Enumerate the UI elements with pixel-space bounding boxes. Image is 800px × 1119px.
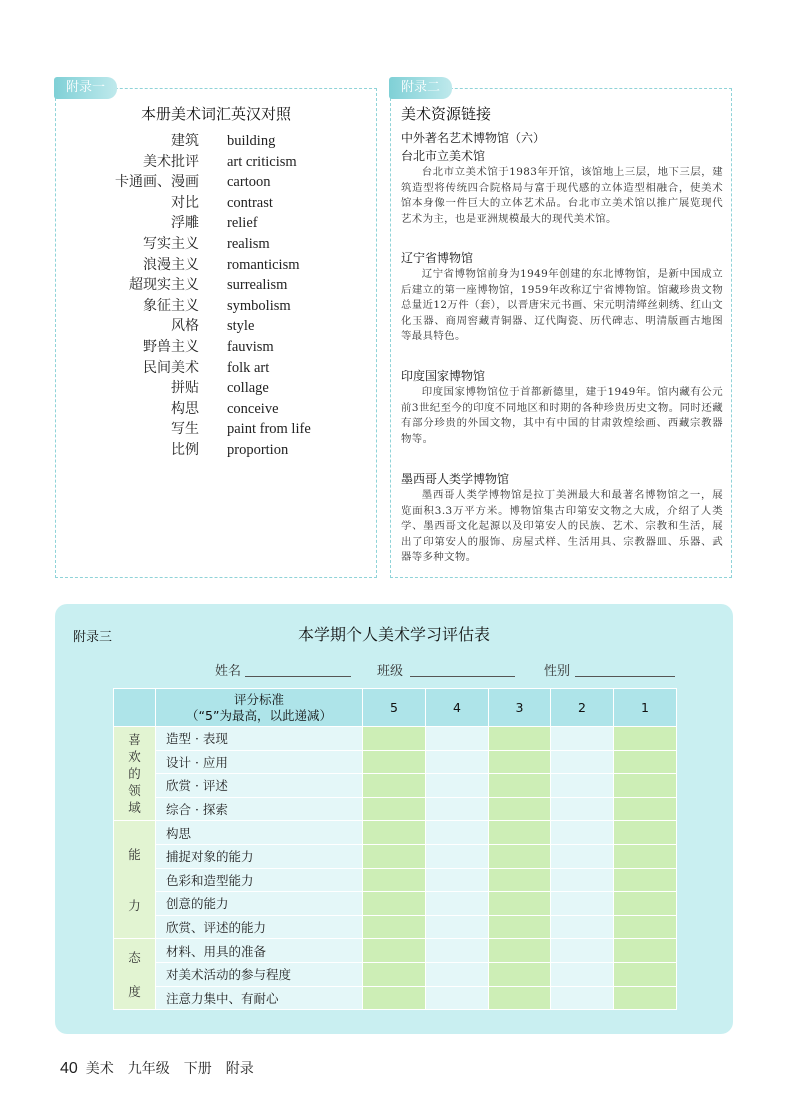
vocab-chinese: 建筑 <box>171 133 199 149</box>
vocab-row <box>56 152 376 173</box>
table-row <box>114 892 677 916</box>
appendix1-tab: 附录一 <box>54 77 117 99</box>
museum-liaoning <box>401 249 723 345</box>
table-row <box>114 727 677 751</box>
vocab-english: cartoon <box>227 174 271 191</box>
score-cell[interactable] <box>489 962 551 986</box>
table-row <box>114 750 677 774</box>
vocab-english: symbolism <box>227 297 291 314</box>
score-cell[interactable] <box>489 727 551 751</box>
vocab-row <box>56 172 376 193</box>
table-row <box>114 821 677 845</box>
criterion-item: 材料、用具的准备 <box>156 939 363 963</box>
vocab-chinese: 写实主义 <box>143 235 199 252</box>
vocab-english: building <box>227 133 276 149</box>
name-field[interactable] <box>245 676 351 677</box>
score-cell[interactable] <box>363 868 426 892</box>
score-cell[interactable] <box>363 844 426 868</box>
criterion-item: 色彩和造型能力 <box>156 868 363 892</box>
score-header: 2 <box>551 689 614 727</box>
score-header: 4 <box>426 689 489 727</box>
criterion-item: 欣赏 · 评述 <box>156 774 363 798</box>
vocab-english: collage <box>227 380 269 397</box>
score-cell[interactable] <box>426 892 489 916</box>
score-cell[interactable] <box>489 986 551 1010</box>
vocab-english: fauvism <box>227 338 274 355</box>
vocab-english: realism <box>227 235 270 252</box>
score-cell[interactable] <box>489 750 551 774</box>
table-row <box>114 844 677 868</box>
vocab-english: art criticism <box>227 153 297 170</box>
vocab-row <box>56 419 376 440</box>
criterion-item: 综合 · 探索 <box>156 797 363 821</box>
table-row <box>114 797 677 821</box>
vocab-row <box>56 131 376 152</box>
vocab-english: folk art <box>227 359 270 376</box>
criterion-item: 对美术活动的参与程度 <box>156 962 363 986</box>
score-cell[interactable] <box>614 774 677 798</box>
page-footer <box>60 1058 254 1078</box>
vocab-row <box>56 213 376 234</box>
score-cell[interactable] <box>551 821 614 845</box>
vocab-row <box>56 275 376 296</box>
vocab-english: relief <box>227 215 258 232</box>
score-cell[interactable] <box>614 915 677 939</box>
vocab-chinese: 构思 <box>171 400 199 417</box>
criteria-header <box>156 689 363 727</box>
class-label: 班级 <box>377 664 404 679</box>
table-row <box>114 962 677 986</box>
score-cell[interactable] <box>363 727 426 751</box>
score-cell[interactable] <box>614 797 677 821</box>
score-cell[interactable] <box>489 939 551 963</box>
group-label: 能 力 <box>114 821 156 939</box>
score-cell[interactable] <box>489 915 551 939</box>
criterion-item: 注意力集中、有耐心 <box>156 986 363 1010</box>
score-cell[interactable] <box>363 797 426 821</box>
vocab-english: proportion <box>227 441 289 458</box>
vocab-row <box>56 440 376 461</box>
score-cell[interactable] <box>551 750 614 774</box>
score-cell[interactable] <box>363 892 426 916</box>
score-cell[interactable] <box>614 986 677 1010</box>
page-number: 40 <box>60 1060 78 1077</box>
vocab-chinese: 超现实主义 <box>129 277 199 294</box>
museum-name: 台北市立美术馆 <box>401 149 486 163</box>
score-cell[interactable] <box>551 797 614 821</box>
museum-name: 墨西哥人类学博物馆 <box>401 472 510 486</box>
score-cell[interactable] <box>426 750 489 774</box>
vocab-chinese: 风格 <box>171 318 199 335</box>
vocab-chinese: 比例 <box>171 441 199 458</box>
score-cell[interactable] <box>614 868 677 892</box>
criteria-line1: 评分标准 <box>233 691 284 707</box>
vocab-row <box>56 337 376 358</box>
criteria-line2: （“5”为最高，以此递减） <box>186 707 332 723</box>
appendix1-title: 本册美术词汇英汉对照 <box>140 105 291 123</box>
evaluation-title: 本学期个人美术学习评估表 <box>297 625 490 644</box>
vocab-english: style <box>227 318 255 335</box>
score-cell[interactable] <box>614 750 677 774</box>
vocab-row <box>56 316 376 337</box>
vocab-chinese: 浮雕 <box>171 215 199 232</box>
vocab-list <box>56 131 376 461</box>
museum-name: 辽宁省博物馆 <box>401 251 474 265</box>
table-row <box>114 986 677 1010</box>
criterion-item: 设计 · 应用 <box>156 750 363 774</box>
score-cell[interactable] <box>614 844 677 868</box>
score-cell[interactable] <box>614 727 677 751</box>
museum-india <box>401 367 723 447</box>
score-cell[interactable] <box>426 774 489 798</box>
score-cell[interactable] <box>363 986 426 1010</box>
gender-label: 性别 <box>544 664 571 679</box>
vocab-chinese: 象征主义 <box>143 297 199 314</box>
appendix2-subtitle: 中外著名艺术博物馆（六） <box>401 131 546 145</box>
score-cell[interactable] <box>551 962 614 986</box>
vocab-row <box>56 378 376 399</box>
table-row <box>114 915 677 939</box>
score-cell[interactable] <box>614 962 677 986</box>
museum-text: 辽宁省博物馆前身为1949年创建的东北博物馆，是新中国成立后建立的第一座博物馆，1959年改称辽宁省博物馆。馆藏珍贵文物总量近12万件（套），以晋唐宋元书画、宋元明清缂丝刺绣、红山文化玉器、商周窖藏青铜器、辽代陶瓷、历代碑志、明清版画古地图等最具特色。 <box>401 268 723 343</box>
score-cell[interactable] <box>551 727 614 751</box>
vocab-row <box>56 193 376 214</box>
score-header: 5 <box>363 689 426 727</box>
score-cell[interactable] <box>614 821 677 845</box>
score-cell[interactable] <box>426 986 489 1010</box>
score-cell[interactable] <box>363 774 426 798</box>
score-cell[interactable] <box>363 750 426 774</box>
museum-mexico <box>401 470 723 566</box>
score-cell[interactable] <box>426 821 489 845</box>
score-cell[interactable] <box>426 797 489 821</box>
vocab-english: surrealism <box>227 277 288 294</box>
score-cell[interactable] <box>426 962 489 986</box>
vocab-english: conceive <box>227 400 279 417</box>
score-cell[interactable] <box>426 939 489 963</box>
vocab-chinese: 美术批评 <box>143 153 199 170</box>
criterion-item: 构思 <box>156 821 363 845</box>
museum-text: 印度国家博物馆位于首都新德里，建于1949年。馆内藏有公元前3世纪至今的印度不同地区和时期的各种珍贵历史文物。同时还藏有部分珍贵的外国文物，其中有中国的甘肃敦煌绘画、西藏宗教器物等。 <box>401 386 723 445</box>
appendix3-tag: 附录三 <box>73 630 113 645</box>
vocab-row <box>56 234 376 255</box>
group-label: 态 度 <box>114 939 156 1010</box>
score-cell[interactable] <box>489 892 551 916</box>
score-cell[interactable] <box>426 868 489 892</box>
evaluation-table <box>113 688 677 1010</box>
vocab-english: contrast <box>227 194 273 211</box>
name-label: 姓名 <box>215 664 242 679</box>
score-cell[interactable] <box>551 915 614 939</box>
score-cell[interactable] <box>614 892 677 916</box>
score-cell[interactable] <box>426 727 489 751</box>
appendix2-tab: 附录二 <box>389 77 452 99</box>
group-label: 喜 欢 的 领 域 <box>114 727 156 821</box>
vocab-chinese: 写生 <box>171 421 199 438</box>
vocab-chinese: 拼贴 <box>171 380 199 397</box>
appendix2-title: 美术资源链接 <box>401 105 492 123</box>
score-cell[interactable] <box>551 986 614 1010</box>
score-cell[interactable] <box>551 774 614 798</box>
score-header: 3 <box>489 689 551 727</box>
footer-text: 美术 九年级 下册 附录 <box>85 1061 254 1077</box>
score-cell[interactable] <box>614 939 677 963</box>
score-cell[interactable] <box>363 915 426 939</box>
evaluation-panel <box>55 604 733 1034</box>
score-cell[interactable] <box>551 868 614 892</box>
table-row <box>114 774 677 798</box>
score-cell[interactable] <box>489 797 551 821</box>
criterion-item: 造型 · 表现 <box>156 727 363 751</box>
museum-taipei <box>401 147 723 227</box>
museum-name: 印度国家博物馆 <box>401 369 486 383</box>
museum-text: 台北市立美术馆于1983年开馆，该馆地上三层，地下三层，建筑造型将传统四合院格局与富于现代感的立体造型相融合，使美术馆本身像一件巨大的立体艺术品。台北市立美术馆以推广展览现代艺术为主，也是亚洲规模最大的现代美术馆。 <box>401 166 723 225</box>
vocab-chinese: 野兽主义 <box>143 338 199 355</box>
score-cell[interactable] <box>551 844 614 868</box>
vocab-chinese: 民间美术 <box>143 359 199 376</box>
vocab-chinese: 浪漫主义 <box>143 256 199 273</box>
gender-field[interactable] <box>575 676 675 677</box>
score-cell[interactable] <box>363 962 426 986</box>
museum-text: 墨西哥人类学博物馆是拉丁美洲最大和最著名博物馆之一，展览面积3.3万平方米。博物馆集古印第安文物之大成，介绍了人类学、墨西哥文化起源以及印第安人的民族、艺术、宗教和生活，展出了印第安人的服饰、房屋式样、生活用具、宗教器皿、乐器、武器等多种文物。 <box>401 489 723 564</box>
score-cell[interactable] <box>489 774 551 798</box>
score-cell[interactable] <box>426 844 489 868</box>
class-field[interactable] <box>410 676 515 677</box>
criterion-item: 捕捉对象的能力 <box>156 844 363 868</box>
vocab-row <box>56 399 376 420</box>
score-header: 1 <box>614 689 677 727</box>
table-header-row <box>114 689 677 727</box>
score-cell[interactable] <box>363 821 426 845</box>
score-cell[interactable] <box>489 821 551 845</box>
score-cell[interactable] <box>426 915 489 939</box>
appendix2-box <box>390 80 732 578</box>
vocab-row <box>56 255 376 276</box>
score-cell[interactable] <box>489 868 551 892</box>
vocab-english: paint from life <box>227 421 311 438</box>
vocab-chinese: 卡通画、漫画 <box>115 174 199 191</box>
score-cell[interactable] <box>363 939 426 963</box>
score-cell[interactable] <box>551 939 614 963</box>
header-corner <box>114 689 156 727</box>
appendix1-box <box>55 80 377 578</box>
criterion-item: 创意的能力 <box>156 892 363 916</box>
score-cell[interactable] <box>489 844 551 868</box>
table-row <box>114 868 677 892</box>
vocab-english: romanticism <box>227 256 300 273</box>
vocab-row <box>56 358 376 379</box>
score-cell[interactable] <box>551 892 614 916</box>
criterion-item: 欣赏、评述的能力 <box>156 915 363 939</box>
vocab-chinese: 对比 <box>171 194 199 211</box>
table-row <box>114 939 677 963</box>
vocab-row <box>56 296 376 317</box>
